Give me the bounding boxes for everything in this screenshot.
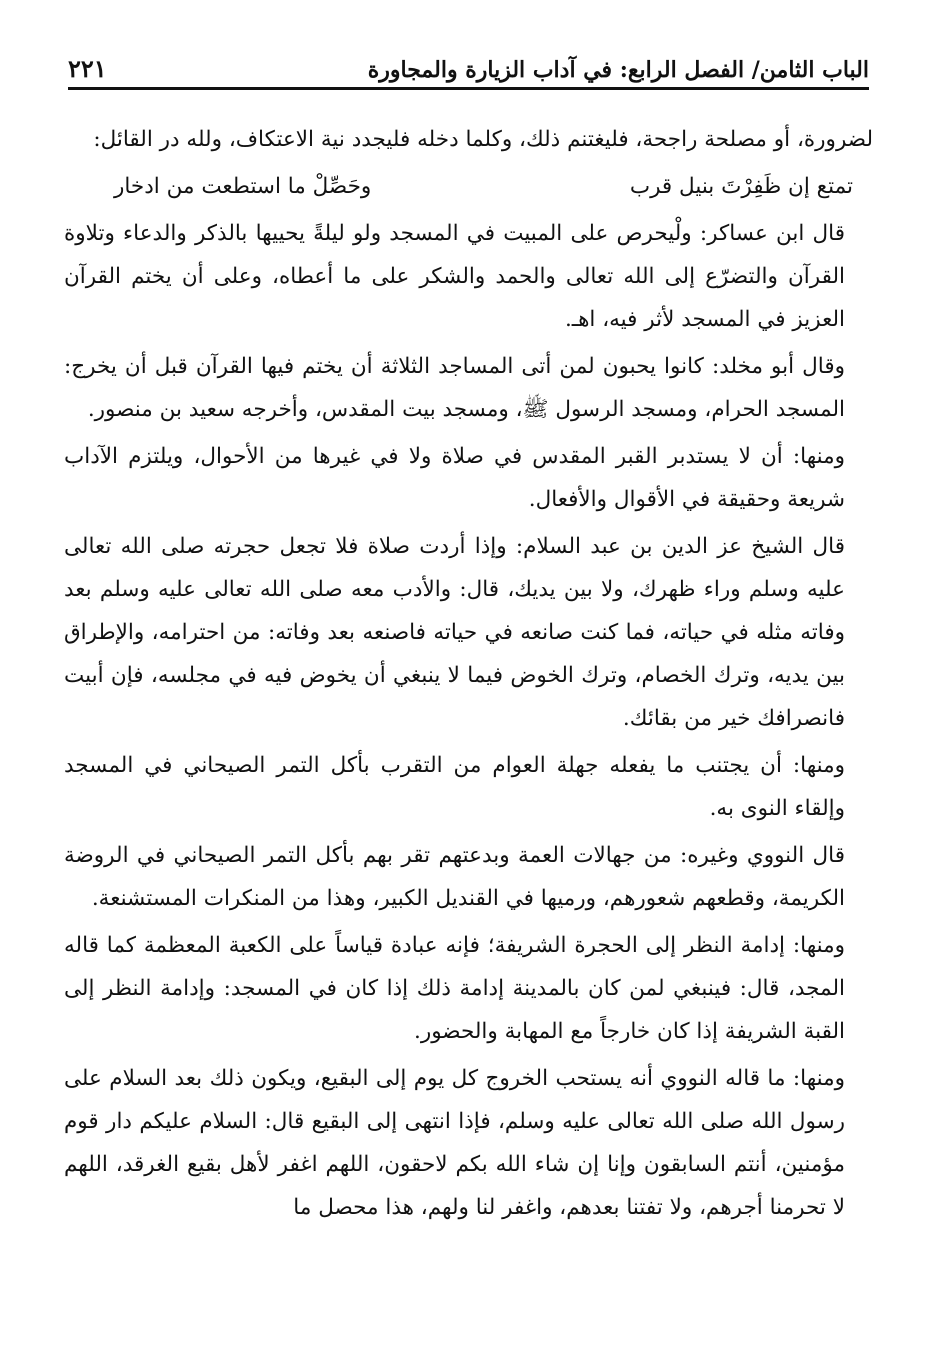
verse-first-hemistich: تمتع إن ظَفِرْتَ بنيل قرب xyxy=(629,174,853,199)
page-header xyxy=(68,40,869,90)
page-body xyxy=(64,118,873,1233)
paragraph-1: لضرورة، أو مصلحة راجحة، فليغتنم ذلك، وكلما دخله فليجدد نية الاعتكاف، ولله در القائل: xyxy=(93,127,873,152)
verse-second-hemistich: وحَصِّلْ ما استطعت من ادخار xyxy=(114,174,372,199)
paragraph-9: ومنها: ما قاله النووي أنه يستحب الخروج كل يوم إلى البقيع، ويكون ذلك بعد السلام على رسول الله صلى الله تعالى عليه وسلم، فإذا انتهى إلى البقيع قال: السلام عليكم دار قوم مؤمنين، أنتم السابقون وإنا إن شاء الله بكم لاحقون، اللهم اغفر لأهل بقيع الغرقد، اللهم لا تحرمنا أجرهم، ولا تفتنا بعدهم، واغفر لنا ولهم، هذا محصل ما xyxy=(64,1066,845,1220)
paragraph-2: قال ابن عساكر: ولْيحرص على المبيت في المسجد ولو ليلةً يحييها بالذكر والدعاء وتلاوة القرآن والتضرّع إلى الله تعالى والحمد والشكر على ما أعطاه، وعلى أن يختم القرآن العزيز في المسجد لأثر فيه، اهـ. xyxy=(64,221,845,332)
paragraph-8: ومنها: إدامة النظر إلى الحجرة الشريفة؛ فإنه عبادة قياساً على الكعبة المعظمة كما قاله المجد، قال: فينبغي لمن كان بالمدينة إدامة ذلك إذا كان في المسجد: وإدامة النظر إلى القبة الشريفة إذا كان خارجاً مع المهابة والحضور. xyxy=(64,933,845,1044)
paragraph-7: قال النووي وغيره: من جهالات العمة وبدعتهم تقر بهم بأكل التمر الصيحاني في الروضة الكريمة، وقطعهم شعورهم، ورميها في القنديل الكبير، وهذا من المنكرات المستشنعة. xyxy=(64,843,845,911)
paragraph-6: ومنها: أن يجتنب ما يفعله جهلة العوام من التقرب بأكل التمر الصيحاني في المسجد وإلقاء النوى به. xyxy=(64,753,845,821)
paragraph-5: قال الشيخ عز الدين بن عبد السلام: وإذا أردت صلاة فلا تجعل حجرته صلى الله تعالى عليه وسلم وراء ظهرك، ولا بين يديك، قال: والأدب معه صلى الله تعالى عليه وسلم بعد وفاته مثله في حياته، فما كنت صانعه في حياته فاصنعه بعد وفاته: من احترامه، والإطراق بين يديه، وترك الخصام، وترك الخوض فيما لا ينبغي أن يخوض فيه في مجلسه، فإن أبيت فانصرافك خير من بقائك. xyxy=(64,534,845,731)
paragraph-4: ومنها: أن لا يستدبر القبر المقدس في صلاة ولا في غيرها من الأحوال، ويلتزم الآداب شريعة وحقيقة في الأقوال والأفعال. xyxy=(64,444,845,512)
running-title: الباب الثامن/ الفصل الرابع: في آداب الزيارة والمجاورة xyxy=(367,57,869,83)
page-number: ٢٢١ xyxy=(68,54,107,83)
paragraph-3: وقال أبو مخلد: كانوا يحبون لمن أتى المساجد الثلاثة أن يختم فيها القرآن قبل أن يخرج: المسجد الحرام، ومسجد الرسول ﷺ، ومسجد بيت المقدس، وأخرجه سعيد بن منصور. xyxy=(64,354,845,422)
poetry-verse xyxy=(64,165,873,208)
